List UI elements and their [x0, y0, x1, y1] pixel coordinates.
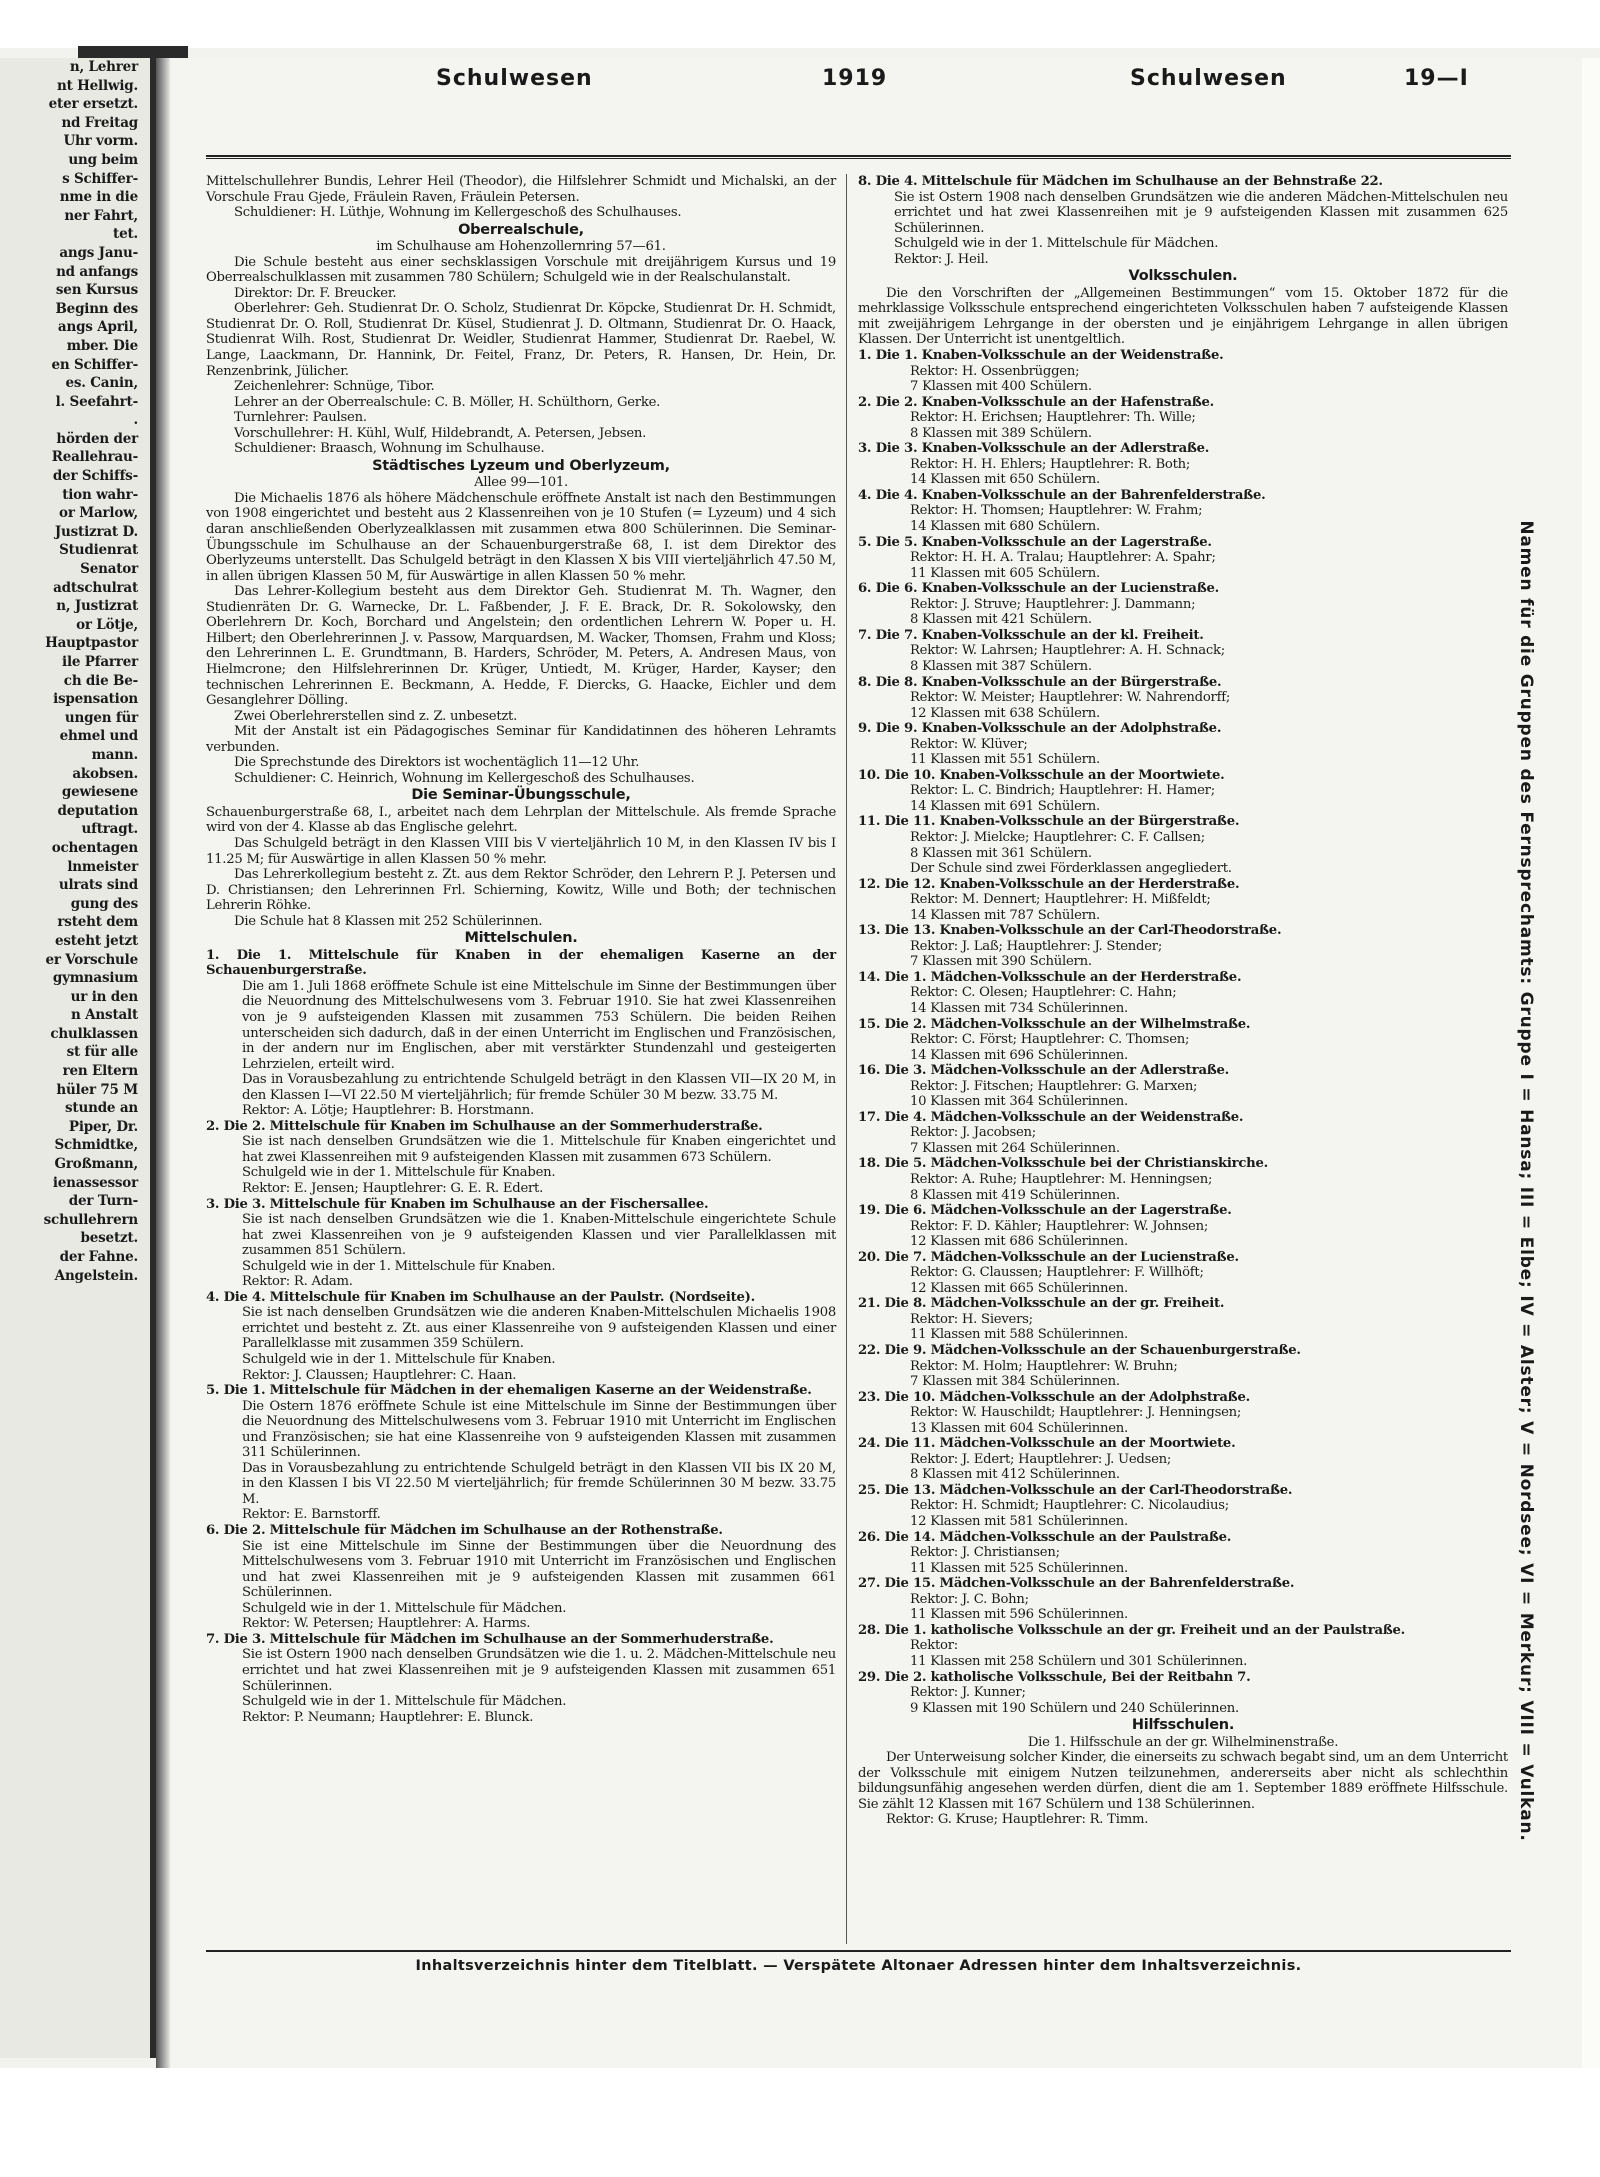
school-entry-detail: Rektor: J. Kunner; — [910, 1685, 1026, 1701]
school-entry-title: 2. Die 2. Knaben-Volksschule an der Hafenstraße. — [858, 394, 1214, 410]
school-entry-detail: 14 Klassen mit 787 Schülern. — [910, 907, 1100, 923]
school-entry-detail: 13 Klassen mit 604 Schülerinnen. — [910, 1420, 1128, 1436]
school-entry-detail: Rektor: E. Barnstorff. — [242, 1507, 381, 1523]
page-edge-right — [1582, 58, 1600, 2068]
previous-page-line: es. Canin, — [65, 375, 138, 392]
previous-page-line: Beginn des — [55, 300, 138, 317]
school-entry-detail: Rektor: L. C. Bindrich; Hauptlehrer: H. Hamer; — [910, 783, 1215, 799]
header-rule — [206, 155, 1511, 157]
previous-page-line: nt Hellwig. — [56, 77, 138, 94]
previous-page-line: ulrats sind — [58, 877, 138, 894]
school-entry-detail: Rektor: H. Ossenbrüggen; — [910, 363, 1080, 379]
school-entry-detail: Rektor: J. Edert; Hauptlehrer: J. Uedsen; — [910, 1451, 1172, 1467]
previous-page-line: st für alle — [66, 1044, 138, 1061]
school-entry-detail: 14 Klassen mit 650 Schülern. — [910, 472, 1100, 488]
paragraph: Die Sprechstunde des Direktors ist wochentäglich 11—12 Uhr. — [234, 755, 640, 771]
paragraph: Das Schulgeld beträgt in den Klassen VIII bis V vierteljährlich 10 M, in den Klassen IV bis I 11.25 M; für Auswärtige in allen Klassen 50 % mehr. — [206, 835, 836, 867]
previous-page-line: Großmann, — [54, 1156, 138, 1173]
school-entry-detail: Rektor: W. Lahrsen; Hauptlehrer: A. H. Schnack; — [910, 643, 1225, 659]
centered-line: im Schulhause am Hohenzollernring 57—61. — [376, 239, 666, 255]
school-entry-detail: 8 Klassen mit 389 Schülern. — [910, 425, 1092, 441]
previous-page-line: nd anfangs — [56, 263, 138, 280]
school-entry-title: 1. Die 1. Knaben-Volksschule an der Weidenstraße. — [858, 348, 1224, 364]
school-entry-title: 6. Die 2. Mittelschule für Mädchen im Schulhause an der Rothenstraße. — [206, 1523, 723, 1539]
school-entry-detail: Rektor: H. Thomsen; Hauptlehrer: W. Frahm; — [910, 503, 1203, 519]
school-entry-detail: Sie ist nach denselben Grundsätzen wie die 1. Mittelschule für Knaben eingerichtet und hat zwei Klassenreihen mit 9 aufsteigenden Klassen mit zusammen 673 Schülern. — [242, 1134, 836, 1165]
school-entry-title: 19. Die 6. Mädchen-Volksschule an der Lagerstraße. — [858, 1203, 1232, 1219]
previous-page-line: ner Fahrt, — [64, 207, 138, 224]
paragraph: Mittelschullehrer Bundis, Lehrer Heil (Theodor), die Hilfslehrer Schmidt und Michalski, an der Vorschule Frau Gjede, Fräulein Raven, Fräulein Petersen. — [206, 174, 836, 205]
school-entry-detail: 12 Klassen mit 638 Schülern. — [910, 705, 1100, 721]
school-entry-title: 5. Die 5. Knaben-Volksschule an der Lagerstraße. — [858, 534, 1212, 550]
paragraph: Das Lehrer-Kollegium besteht aus dem Direktor Geh. Studienrat M. Th. Wagner, den Studienräten Dr. G. Warnecke, Dr. L. Faßbender, J. F. E. Brack, Dr. R. Sokolowsky, den Oberlehrern Dr. Koch, Borchard und Angelstein; den ordentlichen Lehrern W. Poper u. H. Hilbert; den Oberlehrerinnen J. v. Passow, Marquardsen, M. Wacker, Thomsen, Frahm und Kloss; den Lehrerinnen L. E. Grundtmann, B. Harders, Schröder, M. Peters, A. Andresen Maus, von Hielmcrone; den Hilfslehrerinnen Dr. Krüger, Untiedt, M. Krüger, Harder, Kayser; den technischen Lehrerinnen E. Beckmann, A. Hedde, F. Diercks, G. Haacke, Eichler und dem Gesanglehrer Dölling. — [206, 584, 836, 709]
paragraph: Direktor: Dr. F. Breucker. — [234, 285, 397, 301]
school-entry-detail: Sie ist nach denselben Grundsätzen wie die 1. Knaben-Mittelschule eingerichtete Schule hat zwei Klassenreihen von je 9 aufsteigenden Klassen und vier Parallelklassen mit zusammen 851 Schülern. — [242, 1212, 836, 1259]
school-entry-detail: 12 Klassen mit 686 Schülerinnen. — [910, 1234, 1128, 1250]
header-right-title: Schulwesen — [1130, 66, 1287, 91]
school-entry-detail: 10 Klassen mit 364 Schülerinnen. — [910, 1094, 1128, 1110]
school-entry-title: 28. Die 1. katholische Volksschule an der gr. Freiheit und an der Paulstraße. — [858, 1622, 1406, 1638]
school-entry-detail: 8 Klassen mit 412 Schülerinnen. — [910, 1467, 1120, 1483]
paragraph: Turnlehrer: Paulsen. — [234, 410, 367, 426]
previous-page-line: adtschulrat — [53, 579, 138, 596]
school-entry-detail: Rektor: — [910, 1638, 958, 1654]
school-entry-detail: Der Schule sind zwei Förderklassen angegliedert. — [910, 861, 1232, 877]
school-entry-title: 18. Die 5. Mädchen-Volksschule bei der Christianskirche. — [858, 1156, 1268, 1172]
school-entry-detail: Rektor: J. Heil. — [894, 251, 989, 267]
school-entry-detail: Rektor: J. Christiansen; — [910, 1545, 1060, 1561]
school-entry-detail: 7 Klassen mit 400 Schülern. — [910, 379, 1092, 395]
paragraph: Schuldiener: C. Heinrich, Wohnung im Kellergeschoß des Schulhauses. — [234, 770, 695, 786]
scan-margin-top — [0, 0, 1600, 48]
school-entry-detail: Rektor: A. Ruhe; Hauptlehrer: M. Henningsen; — [910, 1172, 1213, 1187]
centered-line: Allee 99—101. — [474, 475, 568, 491]
previous-page-line: ur in den — [70, 988, 138, 1005]
previous-page-line: gewiesene — [61, 784, 138, 801]
school-entry-detail: 11 Klassen mit 525 Schülerinnen. — [910, 1560, 1128, 1576]
school-entry-detail: 8 Klassen mit 419 Schülerinnen. — [910, 1187, 1120, 1203]
previous-page-line: ch die Be- — [63, 672, 138, 689]
school-entry-detail: Rektor: H. Erichsen; Hauptlehrer: Th. Wille; — [910, 410, 1196, 426]
school-entry-detail: Rektor: H. H. Ehlers; Hauptlehrer: R. Both; — [910, 456, 1191, 472]
centered-line: Die 1. Hilfsschule an der gr. Wilhelminenstraße. — [1027, 1734, 1339, 1750]
previous-page-line: Justizrat D. — [54, 523, 138, 540]
previous-page-line: ispensation — [53, 691, 138, 708]
school-entry-title: 26. Die 14. Mädchen-Volksschule an der Paulstraße. — [858, 1529, 1232, 1545]
paragraph: Schauenburgerstraße 68, I., arbeitet nach dem Lehrplan der Mittelschule. Als fremde Sprache wird von der 4. Klasse ab das Englische gelehrt. — [206, 804, 836, 836]
paragraph: Die Michaelis 1876 als höhere Mädchenschule eröffnete Anstalt ist nach den Bestimmungen von 1908 eingerichtet und besteht aus 2 Klassenreihen von je 10 Stufen (= Lyzeum) und 4 sich daran anschließenden Oberlyzealklassen mit zusammen etwa 800 Schülerinnen. Die Seminar-Übungsschule im Schulhause an der Schauenburgerstraße 68, I. ist dem Direktor des Oberlyzeums unterstellt. Das Schulgeld beträgt in den Klassen X bis VIII vierteljährlich 47.50 M, in allen übrigen Klassen 50 M, für Auswärtige in allen Klassen 50 % mehr. — [206, 490, 836, 584]
school-entry-detail: Rektor: J. Laß; Hauptlehrer: J. Stender; — [910, 938, 1163, 954]
school-entry-detail: Rektor: J. Jacobsen; — [910, 1125, 1036, 1141]
previous-page-line: der Schiffs- — [52, 468, 138, 485]
previous-page-line: er Vorschule — [45, 951, 138, 968]
school-entry-title: 12. Die 12. Knaben-Volksschule an der Herderstraße. — [858, 876, 1240, 892]
school-entry-detail: Schulgeld wie in der 1. Mittelschule für Knaben. — [242, 1352, 556, 1368]
school-entry-detail: 7 Klassen mit 264 Schülerinnen. — [910, 1140, 1120, 1156]
school-entry-detail: Rektor: G. Claussen; Hauptlehrer: F. Willhöft; — [910, 1265, 1204, 1281]
header-page-number: 19—I — [1404, 66, 1469, 91]
paragraph: Der Unterweisung solcher Kinder, die einerseits zu schwach begabt sind, um an dem Unterricht der Volksschule mit einigem Nutzen teilzunehmen, andererseits aber nicht als schlechthin bildungsunfähig angesehen werden dürfen, dient die am 1. September 1889 eröffnete Hilfsschule. Sie zählt 12 Klassen mit 167 Schülern und 138 Schülerinnen. — [858, 1750, 1508, 1812]
school-entry-title: 20. Die 7. Mädchen-Volksschule an der Lucienstraße. — [858, 1249, 1239, 1265]
previous-page-line: schullehrern — [43, 1211, 138, 1228]
column-divider — [846, 174, 847, 1944]
paragraph: Schuldiener: H. Lüthje, Wohnung im Kellergeschoß des Schulhauses. — [234, 205, 682, 221]
paragraph: Schuldiener: Braasch, Wohnung im Schulhause. — [234, 441, 545, 457]
school-entry-detail: Das in Vorausbezahlung zu entrichtende Schulgeld beträgt in den Klassen VII bis IX 20 M, in den Klassen I bis VI 22.50 M vierteljährlich; für fremde Schülerinnen 30 M bezw. 33.75 M. — [242, 1460, 836, 1507]
paragraph: Vorschullehrer: H. Kühl, Wulf, Hildebrandt, A. Petersen, Jebsen. — [234, 425, 647, 441]
school-entry-title: 10. Die 10. Knaben-Volksschule an der Moortwiete. — [858, 767, 1225, 783]
school-entry-detail: Rektor: J. Struve; Hauptlehrer: J. Dammann; — [910, 596, 1196, 612]
previous-page-line: Piper, Dr. — [68, 1118, 138, 1135]
school-entry-detail: Rektor: J. Claussen; Hauptlehrer: C. Haan. — [242, 1367, 517, 1383]
previous-page-line: uftragt. — [81, 821, 138, 838]
paragraph: Zwei Oberlehrerstellen sind z. Z. unbesetzt. — [234, 708, 518, 724]
paragraph: Lehrer an der Oberrealschule: C. B. Möller, H. Schülthorn, Gerke. — [234, 394, 661, 410]
previous-page-line: angs Janu- — [59, 244, 138, 261]
school-entry-detail: Rektor: W. Klüver; — [910, 736, 1028, 752]
paragraph: Rektor: G. Kruse; Hauptlehrer: R. Timm. — [886, 1812, 1149, 1828]
school-entry-detail: Rektor: J. Mielcke; Hauptlehrer: C. F. Callsen; — [910, 829, 1205, 845]
school-entry-detail: 14 Klassen mit 680 Schülern. — [910, 519, 1100, 535]
previous-page-line: ochentagen — [51, 839, 138, 856]
header-rule-thin — [206, 158, 1511, 159]
previous-page-line: gung des — [70, 895, 138, 912]
school-entry-detail: Sie ist eine Mittelschule im Sinne der Bestimmungen über die Neuordnung des Mittelschulwesens vom 3. Februar 1910 mit Unterricht im Französischen und Englischen und hat zwei Klassenreihen mit je 9 aufsteigenden Klassen mit zusammen 661 Schülerinnen. — [242, 1538, 836, 1601]
previous-page-line: Uhr vorm. — [63, 133, 138, 150]
previous-page-line: l. Seefahrt- — [55, 393, 138, 410]
previous-page-line: Senator — [80, 561, 138, 578]
school-entry-detail: 14 Klassen mit 691 Schülern. — [910, 798, 1100, 814]
school-entry-title: 8. Die 8. Knaben-Volksschule an der Bürgerstraße. — [858, 674, 1222, 690]
school-entry-detail: Rektor: R. Adam. — [242, 1274, 353, 1290]
previous-page-line: ren Eltern — [62, 1063, 138, 1080]
book-gutter — [156, 58, 170, 2068]
footer-notice: Inhaltsverzeichnis hinter dem Titelblatt. — Verspätete Altonaer Adressen hinter dem Inhaltsverzeichnis. — [206, 1950, 1511, 1974]
school-entry-title: 1. Die 1. Mittelschule für Knaben in der ehemaligen Kaserne an der Schauenburgerstraße. — [206, 947, 836, 979]
school-entry-detail: Die Ostern 1876 eröffnete Schule ist eine Mittelschule im Sinne der Bestimmungen über die Neuordnung des Mittelschulwesens vom 3. Februar 1910 mit Unterricht im Englischen und Französischen; sie hat eine Klassenreihe von 9 aufsteigenden Klassen mit zusammen 311 Schülerinnen. — [242, 1398, 836, 1461]
previous-page-line: n Anstalt — [71, 1007, 138, 1024]
previous-page-line: gymnasium — [52, 970, 138, 987]
paragraph: Zeichenlehrer: Schnüge, Tibor. — [234, 379, 435, 395]
school-entry-detail: Die am 1. Juli 1868 eröffnete Schule ist eine Mittelschule im Sinne der Bestimmungen über die Neuordnung des Mittelschulwesens vom 3. Februar 1910. Sie hat zwei Klassenreihen von je 9 aufsteigenden Klassen mit zusammen 753 Schülern. Die beiden Reihen unterscheiden sich dadurch, daß in der einen Unterricht im Englischen und Französischen, in der andern nur im Englischen, aber mit verstärkter Stundenzahl und gesteigerten Lehrzielen, erteilt wird. — [242, 978, 836, 1072]
previous-page-line: sen Kursus — [55, 282, 138, 299]
school-entry-detail: 12 Klassen mit 581 Schülerinnen. — [910, 1514, 1128, 1530]
previous-page-line: stunde an — [65, 1100, 138, 1117]
school-entry-title: 11. Die 11. Knaben-Volksschule an der Bürgerstraße. — [858, 814, 1240, 830]
previous-page-line: ung beim — [68, 151, 138, 168]
previous-page-line: Schmidtke, — [54, 1137, 138, 1154]
previous-page-line: der Fahne. — [59, 1249, 138, 1265]
previous-page-line: rsteht dem — [57, 914, 138, 931]
paragraph: Die Schule besteht aus einer sechsklassigen Vorschule mit dreijährigem Kursus und 19 Oberrealschulklassen mit zusammen 780 Schülern; Schulgeld wie in der Realschulanstalt. — [206, 254, 836, 286]
school-entry-title: 4. Die 4. Mittelschule für Knaben im Schulhause an der Paulstr. (Nordseite). — [206, 1289, 755, 1305]
school-entry-detail: Rektor: H. Schmidt; Hauptlehrer: C. Nicolaudius; — [910, 1498, 1229, 1514]
previous-page-line: hüler 75 M — [56, 1081, 138, 1098]
school-entry-title: 13. Die 13. Knaben-Volksschule an der Carl-Theodorstraße. — [858, 923, 1282, 939]
section-heading: Mittelschulen. — [464, 930, 578, 947]
previous-page-line: n, Lehrer — [69, 59, 138, 75]
school-entry-detail: Rektor: M. Holm; Hauptlehrer: W. Bruhn; — [910, 1358, 1178, 1374]
paragraph: Oberlehrer: Geh. Studienrat Dr. O. Scholz, Studienrat Dr. Köpcke, Studienrat Dr. H. Schmidt, Studienrat Dr. O. Roll, Studienrat Dr. Küsel, Studienrat J. D. Oltmann, Studienrat Dr. O. Haack, Studienrat Wilh. Rost, Studienrat Dr. Weidler, Studienrat Hammer, Studienrat Dr. Raebel, W. Lange, Laackmann, Dr. Hannink, Dr. Feitel, Franz, Dr. Peters, R. Hansen, Dr. Hein, Dr. Renzenbrink, Jülicher. — [206, 301, 836, 379]
previous-page-line: angs April, — [57, 319, 138, 336]
school-entry-title: 22. Die 9. Mädchen-Volksschule an der Schauenburgerstraße. — [858, 1343, 1301, 1359]
school-entry-detail: Schulgeld wie in der 1. Mittelschule für Knaben. — [242, 1165, 556, 1181]
school-entry-detail: 14 Klassen mit 734 Schülerinnen. — [910, 1000, 1128, 1016]
section-heading: Oberrealschule, — [458, 221, 584, 238]
previous-page-line: akobsen. — [72, 765, 138, 782]
school-entry-title: 16. Die 3. Mädchen-Volksschule an der Adlerstraße. — [858, 1063, 1229, 1079]
previous-page-line: eter ersetzt. — [48, 96, 138, 113]
school-entry-detail: Sie ist nach denselben Grundsätzen wie die anderen Knaben-Mittelschulen Michaelis 1908 errichtet und besteht z. Zt. aus einer Klassenreihe von 9 aufsteigenden Klassen und einer Parallelklasse mit zusammen 359 Schülern. — [242, 1305, 836, 1352]
header-year: 1919 — [822, 66, 888, 91]
school-entry-detail: 11 Klassen mit 605 Schülern. — [910, 565, 1100, 581]
previous-page-line: n, Justizrat — [56, 598, 138, 615]
previous-page-line: der Turn- — [68, 1193, 138, 1210]
previous-page-line: s Schiffer- — [62, 170, 138, 187]
school-entry-detail: Sie ist Ostern 1908 nach denselben Grundsätzen wie die anderen Mädchen-Mittelschulen neu errichtet und hat zwei Klassenreihen mit je 9 aufsteigenden Klassen mit zusammen 625 Schülerinnen. — [894, 189, 1508, 236]
school-entry-detail: Rektor: E. Jensen; Hauptlehrer: G. E. R. Edert. — [242, 1181, 544, 1196]
paragraph: Mit der Anstalt ist ein Pädagogisches Seminar für Kandidatinnen des höheren Lehramts verbunden. — [206, 724, 836, 755]
school-entry-title: 24. Die 11. Mädchen-Volksschule an der Moortwiete. — [858, 1436, 1236, 1452]
section-heading: Die Seminar-Übungsschule, — [411, 787, 631, 804]
previous-page-edge — [0, 58, 156, 2058]
school-entry-detail: 9 Klassen mit 190 Schülern und 240 Schülerinnen. — [910, 1700, 1239, 1716]
school-entry-detail: Schulgeld wie in der 1. Mittelschule für Mädchen. — [242, 1600, 567, 1616]
previous-page-line: nd Freitag — [61, 114, 138, 131]
scan-edge-strip — [78, 46, 188, 58]
school-entry-title: 29. Die 2. katholische Volksschule, Bei der Reitbahn 7. — [858, 1669, 1251, 1685]
school-entry-detail: 11 Klassen mit 258 Schülern und 301 Schülerinnen. — [910, 1653, 1248, 1669]
school-entry-detail: Rektor: J. C. Bohn; — [910, 1591, 1029, 1607]
previous-page-line: or Lötje, — [76, 616, 138, 633]
school-entry-detail: 14 Klassen mit 696 Schülerinnen. — [910, 1047, 1128, 1063]
school-entry-detail: Rektor: P. Neumann; Hauptlehrer: E. Blunck. — [242, 1709, 534, 1725]
previous-page-line: ile Pfarrer — [62, 654, 138, 670]
previous-page-line: ienassessor — [52, 1174, 138, 1191]
school-entry-detail: 7 Klassen mit 384 Schülerinnen. — [910, 1374, 1120, 1390]
school-entry-detail: 11 Klassen mit 551 Schülern. — [910, 752, 1100, 768]
previous-page-line: Angelstein. — [54, 1267, 138, 1284]
school-entry-detail: Rektor: H. Sievers; — [910, 1311, 1033, 1327]
right-column — [858, 174, 1508, 1828]
school-entry-title: 9. Die 9. Knaben-Volksschule an der Adolphstraße. — [858, 721, 1222, 737]
school-entry-title: 5. Die 1. Mittelschule für Mädchen in der ehemaligen Kaserne an der Weidenstraße. — [206, 1383, 812, 1399]
previous-page-line: besetzt. — [80, 1230, 138, 1247]
school-entry-title: 21. Die 8. Mädchen-Volksschule an der gr. Freiheit. — [858, 1296, 1225, 1312]
previous-page-line: mann. — [91, 746, 138, 763]
previous-page-line: deputation — [57, 802, 138, 819]
school-entry-detail: Rektor: A. Lötje; Hauptlehrer: B. Horstmann. — [242, 1103, 534, 1119]
left-column — [206, 174, 836, 1725]
school-entry-title: 7. Die 3. Mittelschule für Mädchen im Schulhause an der Sommerhuderstraße. — [206, 1631, 774, 1647]
school-entry-title: 14. Die 1. Mädchen-Volksschule an der Herderstraße. — [858, 969, 1242, 985]
side-note-vertical: Namen für die Gruppen des Fernsprechamts: Gruppe I = Hansa; III = Elbe; IV = Alster; V = Nordsee; VI = Merkur; VIII = Vulkan. — [1516, 520, 1536, 1842]
school-entry-detail: 8 Klassen mit 421 Schülern. — [910, 612, 1092, 628]
school-entry-detail: 11 Klassen mit 596 Schülerinnen. — [910, 1607, 1128, 1623]
previous-page-line: ungen für — [64, 709, 138, 726]
school-entry-detail: Rektor: W. Meister; Hauptlehrer: W. Nahrendorff; — [910, 690, 1231, 706]
school-entry-detail: Rektor: J. Fitschen; Hauptlehrer: G. Marxen; — [910, 1078, 1198, 1094]
school-entry-detail: Rektor: H. H. A. Tralau; Hauptlehrer: A. Spahr; — [910, 550, 1216, 566]
previous-page-line: hörden der — [56, 430, 138, 447]
school-entry-detail: Das in Vorausbezahlung zu entrichtende Schulgeld beträgt in den Klassen VII—IX 20 M, in den Klassen I—VI 22.50 M vierteljährlich; für fremde Schüler 30 M bezw. 33.75 M. — [242, 1072, 836, 1103]
school-entry-detail: Schulgeld wie in der 1. Mittelschule für Knaben. — [242, 1258, 556, 1274]
scan-margin-bottom — [0, 2068, 1600, 2177]
paragraph: Die Schule hat 8 Klassen mit 252 Schülerinnen. — [234, 913, 543, 929]
school-entry-detail: 8 Klassen mit 361 Schülern. — [910, 845, 1092, 861]
school-entry-detail: 11 Klassen mit 588 Schülerinnen. — [910, 1327, 1128, 1343]
school-entry-title: 17. Die 4. Mädchen-Volksschule an der Weidenstraße. — [858, 1109, 1244, 1125]
school-entry-detail: Rektor: C. Olesen; Hauptlehrer: C. Hahn; — [910, 985, 1177, 1001]
school-entry-detail: Schulgeld wie in der 1. Mittelschule für Mädchen. — [242, 1694, 567, 1710]
previous-page-line: tion wahr- — [62, 486, 138, 503]
previous-page-line: tet. — [113, 226, 138, 243]
previous-page-line: ehmel und — [59, 728, 138, 745]
section-heading: Volksschulen. — [1128, 268, 1238, 285]
school-entry-detail: Sie ist Ostern 1900 nach denselben Grundsätzen wie die 1. u. 2. Mädchen-Mittelschule neu errichtet und hat zwei Klassenreihen mit je 9 aufsteigenden Klassen mit zusammen 651 Schülerinnen. — [242, 1647, 836, 1694]
school-entry-detail: Rektor: W. Petersen; Hauptlehrer: A. Harms. — [242, 1616, 531, 1632]
school-entry-detail: Rektor: W. Hauschildt; Hauptlehrer: J. Henningsen; — [910, 1405, 1242, 1421]
school-entry-title: 25. Die 13. Mädchen-Volksschule an der Carl-Theodorstraße. — [858, 1482, 1293, 1498]
school-entry-detail: Rektor: F. D. Kähler; Hauptlehrer: W. Johnsen; — [910, 1218, 1209, 1234]
previous-page-line: nme in die — [59, 189, 138, 206]
previous-page-line: mber. Die — [66, 337, 138, 354]
previous-page-line: en Schiffer- — [51, 356, 138, 373]
header-left-title: Schulwesen — [436, 66, 593, 91]
school-entry-detail: 8 Klassen mit 387 Schülern. — [910, 658, 1092, 674]
school-entry-title: 2. Die 2. Mittelschule für Knaben im Schulhause an der Sommerhuderstraße. — [206, 1118, 763, 1134]
school-entry-title: 23. Die 10. Mädchen-Volksschule an der Adolphstraße. — [858, 1389, 1250, 1405]
previous-page-line: Hauptpastor — [45, 635, 138, 652]
school-entry-detail: Rektor: C. Först; Hauptlehrer: C. Thomsen; — [910, 1032, 1190, 1048]
school-entry-title: 15. Die 2. Mädchen-Volksschule an der Wilhelmstraße. — [858, 1016, 1251, 1032]
previous-page-line: Reallehrau- — [51, 449, 138, 466]
school-entry-title: 7. Die 7. Knaben-Volksschule an der kl. Freiheit. — [858, 627, 1204, 643]
previous-page-line: chulklassen — [50, 1025, 138, 1042]
section-heading: Städtisches Lyzeum und Oberlyzeum, — [372, 457, 670, 474]
section-heading: Hilfsschulen. — [1131, 1717, 1235, 1734]
school-entry-title: 6. Die 6. Knaben-Volksschule an der Lucienstraße. — [858, 581, 1219, 597]
school-entry-title: 8. Die 4. Mittelschule für Mädchen im Schulhause an der Behnstraße 22. — [858, 174, 1383, 189]
school-entry-detail: 7 Klassen mit 390 Schülern. — [910, 954, 1092, 970]
paragraph: Das Lehrerkollegium besteht z. Zt. aus dem Rektor Schröder, den Lehrern P. J. Petersen und D. Christiansen; den Lehrerinnen Frl. Schierning, Kowitz, Wille und Both; der technischen Lehrerin Röhke. — [206, 867, 836, 914]
previous-page-line: esteht jetzt — [55, 932, 138, 949]
school-entry-title: 3. Die 3. Knaben-Volksschule an der Adlerstraße. — [858, 441, 1210, 457]
school-entry-title: 4. Die 4. Knaben-Volksschule an der Bahrenfelderstraße. — [858, 487, 1266, 503]
previous-page-line: Studienrat — [59, 542, 138, 559]
paragraph: Die den Vorschriften der „Allgemeinen Bestimmungen“ vom 15. Oktober 1872 für die mehrklassige Volksschule entsprechend eingerichteten Volksschulen haben 7 aufsteigende Klassen mit zweijährigem Lehrgange in der obersten und je einjährigem Lehrgange in allen übrigen Klassen. Der Unterricht ist unentgeltlich. — [858, 285, 1508, 348]
previous-page-line: lnmeister — [67, 858, 138, 875]
school-entry-detail: 12 Klassen mit 665 Schülerinnen. — [910, 1280, 1128, 1296]
previous-page-line: . — [133, 412, 138, 429]
school-entry-title: 27. Die 15. Mädchen-Volksschule an der Bahrenfelderstraße. — [858, 1576, 1295, 1592]
previous-page-line: or Marlow, — [59, 505, 138, 522]
school-entry-title: 3. Die 3. Mittelschule für Knaben im Schulhause an der Fischersallee. — [206, 1196, 709, 1212]
school-entry-detail: Rektor: M. Dennert; Hauptlehrer: H. Mißfeldt; — [910, 892, 1211, 908]
school-entry-detail: Schulgeld wie in der 1. Mittelschule für Mädchen. — [894, 236, 1219, 252]
